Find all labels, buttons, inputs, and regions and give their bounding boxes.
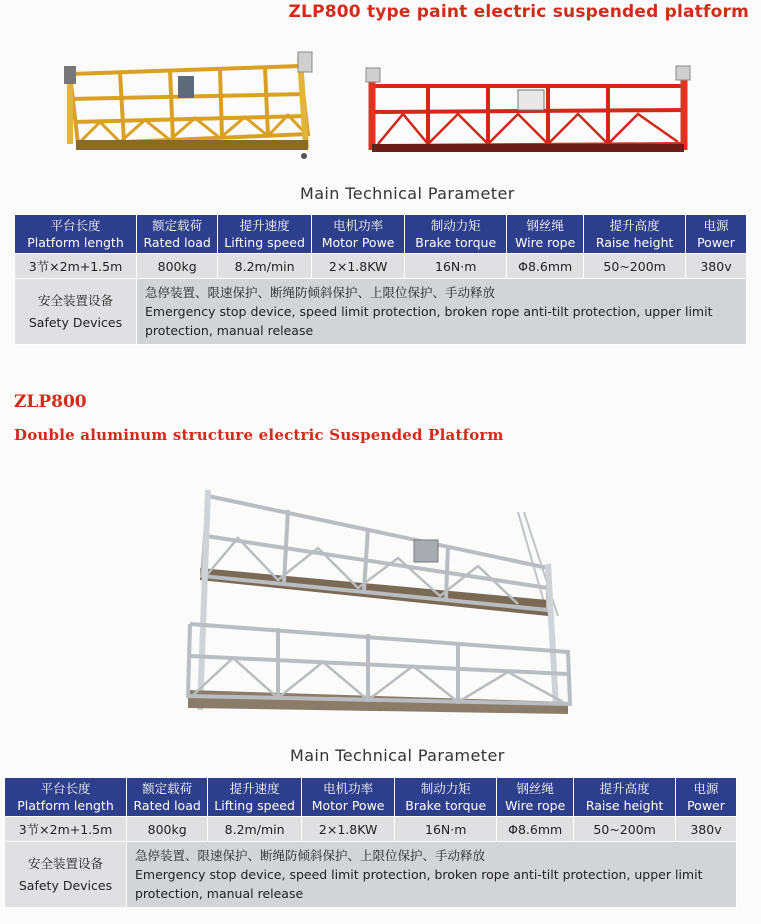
col-header: 钢丝绳 Wire rope (507, 215, 584, 254)
spec-value: 8.2m/min (208, 817, 302, 842)
col-header: 额定载荷 Rated load (127, 778, 208, 817)
spec-value: 2×1.8KW (311, 254, 405, 279)
safety-label: 安全装置设备 Safety Devices (5, 842, 127, 908)
col-header: 提升速度 Lifting speed (208, 778, 302, 817)
spec-value: 380v (685, 254, 746, 279)
spec-value: 8.2m/min (218, 254, 312, 279)
spec-value: Φ8.6mm (507, 254, 584, 279)
col-header: 电源 Power (685, 215, 746, 254)
col-header: 制动力矩 Brake torque (405, 215, 507, 254)
section-heading-2: Main Technical Parameter (290, 746, 505, 765)
spec-value: 50~200m (584, 254, 686, 279)
col-header: 平台长度 Platform length (5, 778, 127, 817)
spec-value: 380v (675, 817, 736, 842)
spec-value: Φ8.6mm (497, 817, 574, 842)
product-subtitle: Double aluminum structure electric Suspended Platform (14, 426, 504, 444)
yellow-platform-photo (60, 44, 322, 168)
col-header: 电源 Power (675, 778, 736, 817)
spec-table-1 (14, 214, 747, 345)
red-platform-photo (358, 64, 698, 160)
col-header: 提升高度 Raise height (574, 778, 676, 817)
spec-value: 3节×2m+1.5m (5, 817, 127, 842)
spec-value: 800kg (127, 817, 208, 842)
spec-value: 50~200m (574, 817, 676, 842)
col-header: 提升高度 Raise height (584, 215, 686, 254)
safety-row (15, 279, 747, 345)
spec-value-row (5, 817, 737, 842)
spec-header-row (5, 778, 737, 817)
spec-value: 2×1.8KW (301, 817, 395, 842)
safety-label: 安全装置设备 Safety Devices (15, 279, 137, 345)
spec-table-2 (4, 777, 737, 908)
col-header: 电机功率 Motor Powe (311, 215, 405, 254)
spec-value: 16N·m (395, 817, 497, 842)
spec-value: 800kg (137, 254, 218, 279)
product-model: ZLP800 (14, 392, 87, 412)
spec-value-row (15, 254, 747, 279)
spec-header-row (15, 215, 747, 254)
spec-value: 16N·m (405, 254, 507, 279)
col-header: 提升速度 Lifting speed (218, 215, 312, 254)
col-header: 电机功率 Motor Powe (301, 778, 395, 817)
col-header: 平台长度 Platform length (15, 215, 137, 254)
section-heading-1: Main Technical Parameter (300, 184, 515, 203)
safety-devices-text: 急停装置、限速保护、断绳防倾斜保护、上限位保护、手动释放 Emergency stop device, speed limit protection, broken rope anti-tilt protection, upper limit protection, manual release (127, 842, 737, 908)
double-aluminum-platform-photo (178, 476, 578, 716)
col-header: 制动力矩 Brake torque (395, 778, 497, 817)
col-header: 钢丝绳 Wire rope (497, 778, 574, 817)
spec-value: 3节×2m+1.5m (15, 254, 137, 279)
safety-devices-text: 急停装置、限速保护、断绳防倾斜保护、上限位保护、手动释放 Emergency stop device, speed limit protection, broken rope anti-tilt protection, upper limit protection, manual release (137, 279, 747, 345)
page-title: ZLP800 type paint electric suspended platform (288, 2, 749, 22)
safety-row (5, 842, 737, 908)
col-header: 额定载荷 Rated load (137, 215, 218, 254)
